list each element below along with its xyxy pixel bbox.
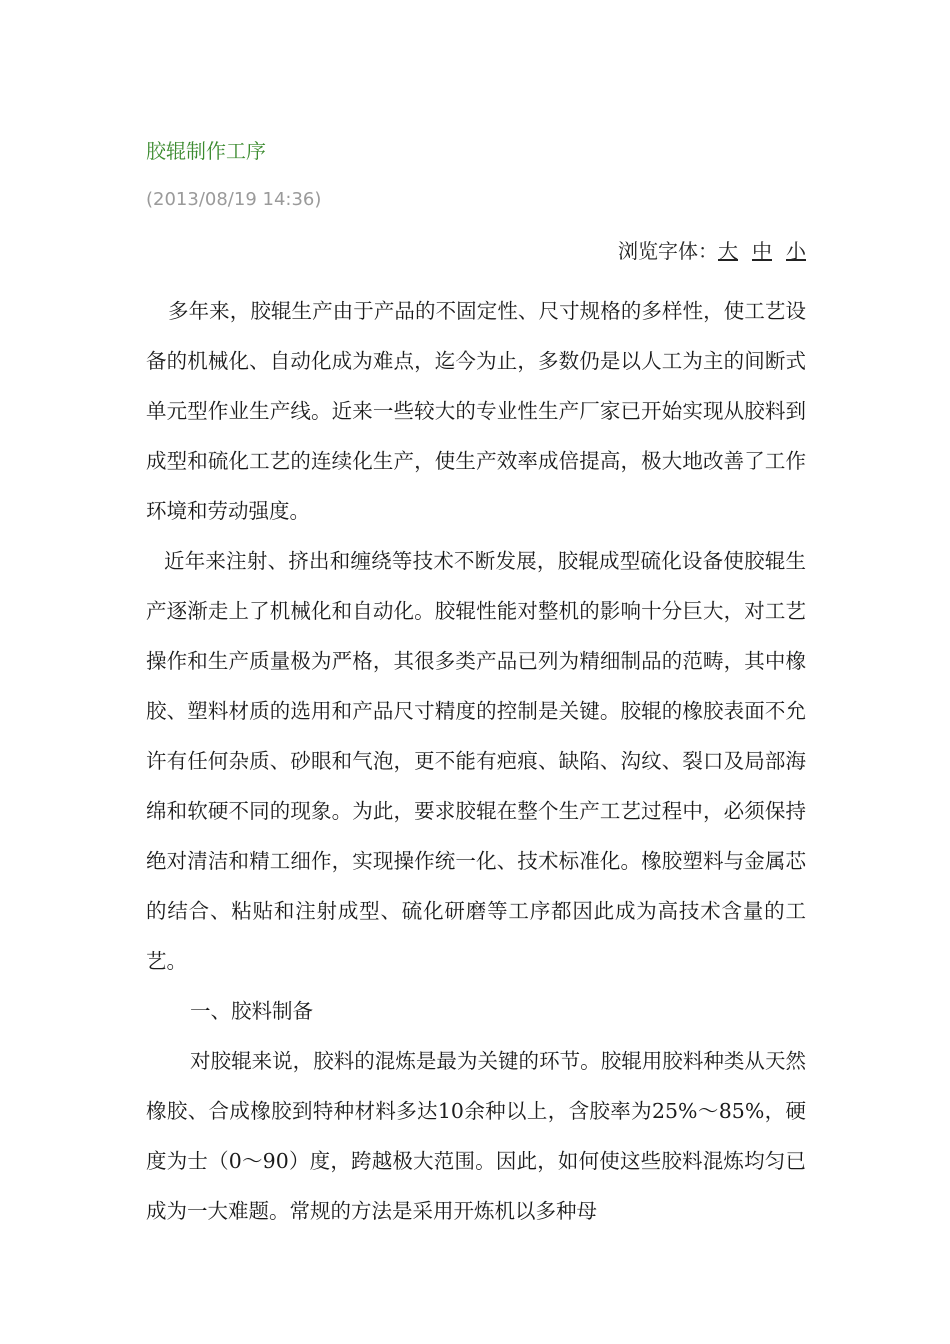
font-size-selector [618,237,806,265]
font-size-large-link[interactable]: 大 [718,239,738,263]
paragraph: 近年来注射、挤出和缠绕等技术不断发展，胶辊成型硫化设备使胶辊生产逐渐走上了机械化和自动化。胶辊性能对整机的影响十分巨大，对工艺操作和生产质量极为严格，其很多类产品已列为精细制品的范畴，其中橡胶、塑料材质的选用和产品尺寸精度的控制是关键。胶辊的橡胶表面不允许有任何杂质、砂眼和气泡，更不能有疤痕、缺陷、沟纹、裂口及局部海绵和软硬不同的现象。为此，要求胶辊在整个生产工艺过程中，必须保持绝对清洁和精工细作，实现操作统一化、技术标准化。橡胶塑料与金属芯的结合、粘贴和注射成型、硫化研磨等工序都因此成为高技术含量的工艺。 [146,549,806,973]
font-size-label: 浏览字体： [618,239,718,263]
article-title: 胶辊制作工序 [146,139,266,163]
paragraph: 多年来，胶辊生产由于产品的不固定性、尺寸规格的多样性，使工艺设备的机械化、自动化成为难点，迄今为止，多数仍是以人工为主的间断式单元型作业生产线。近来一些较大的专业性生产厂家已开始实现从胶料到成型和硫化工艺的连续化生产，使生产效率成倍提高，极大地改善了工作环境和劳动强度。 [146,299,806,523]
paragraph: 对胶辊来说，胶料的混炼是最为关键的环节。胶辊用胶料种类从天然橡胶、合成橡胶到特种材料多达10余种以上，含胶率为25%～85%，硬度为士（0～90）度，跨越极大范围。因此，如何使这些胶料混炼均匀已成为一大难题。常规的方法是采用开炼机以多种母 [146,1049,806,1223]
section-heading: 一、胶料制备 [190,999,313,1023]
article-body [146,286,806,1236]
font-size-small-link[interactable]: 小 [786,239,806,263]
article-date: (2013/08/19 14:36) [146,189,322,210]
font-size-medium-link[interactable]: 中 [752,239,772,263]
